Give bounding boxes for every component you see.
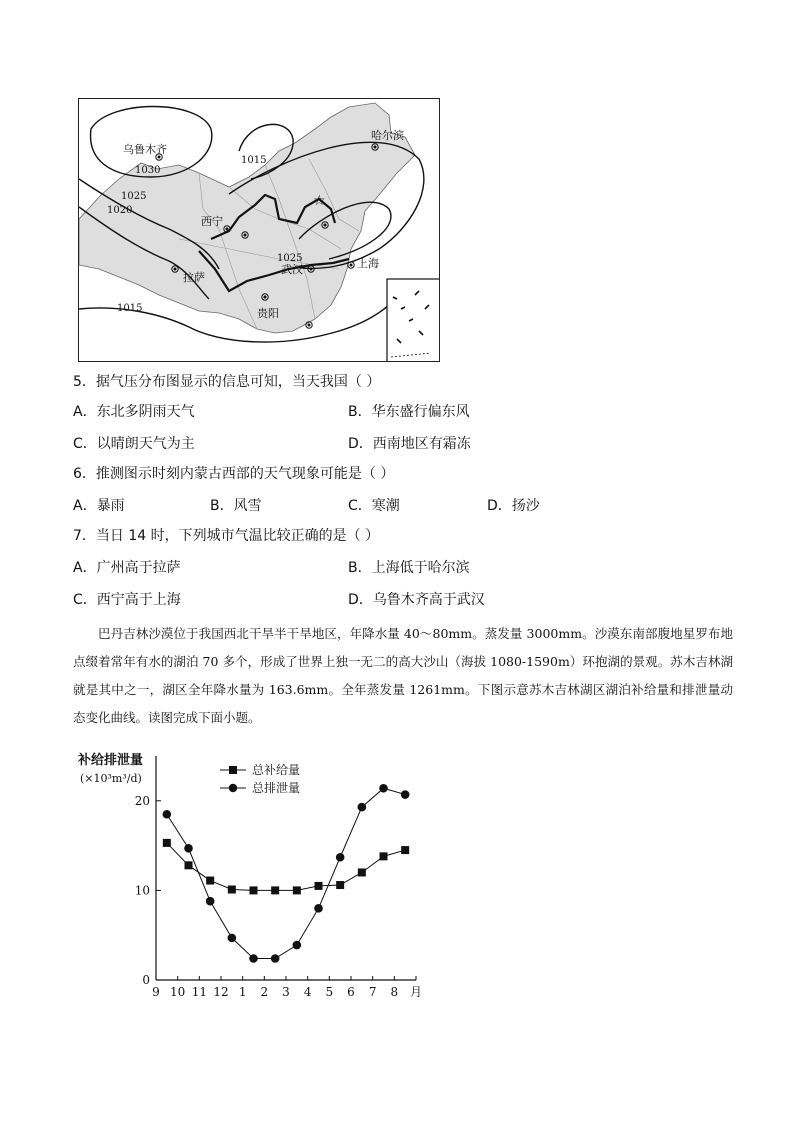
chart-x-tick-label: 2 [260,985,269,999]
chart-x-tick-label: 7 [368,985,377,999]
chart-x-tick-label: 8 [390,985,399,999]
isobar-label-1025-west: 1025 [121,191,147,202]
chart-x-tick-label: 12 [213,985,229,999]
question-6-option-a[interactable]: A．暴雨 [73,498,125,514]
high-pressure-star-icon: ☆ [313,193,326,209]
south-china-sea-inset [387,279,440,362]
discharge-point [206,897,215,906]
chart-x-tick-label: 3 [282,985,290,999]
discharge-point [163,810,172,819]
discharge-point [293,941,302,950]
question-5-stem: 5．据气压分布图显示的信息可知，当天我国（ ） [73,374,381,390]
isobar-label-1015-south: 1015 [117,303,143,314]
chart-x-tick-label: 6 [347,985,355,999]
chart-y-unit: (×10³m³/d) [80,772,142,785]
question-7-option-d[interactable]: D．乌鲁木齐高于武汉 [348,592,485,608]
lake-budget-chart [70,744,430,1004]
question-5-option-c[interactable]: C．以晴朗天气为主 [73,436,195,452]
supply-point [401,846,409,854]
question-6-option-b[interactable]: B．风雪 [210,498,262,514]
legend-discharge-label: 总排泄量 [252,781,301,795]
supply-point [185,861,193,869]
city-label-shanghai: 上海 [357,257,379,270]
question-5-option-a[interactable]: A．东北多阴雨天气 [73,404,195,420]
city-label-harbin: 哈尔滨 [371,129,404,142]
discharge-point [379,784,388,793]
question-7-option-a[interactable]: A．广州高于拉萨 [73,560,181,576]
chart-y-title: 补给排泄量 [78,753,144,768]
chart-x-tick-label: 5 [325,985,334,999]
discharge-point [401,790,410,799]
discharge-point [271,954,280,963]
discharge-point [184,844,193,853]
chart-x-tick-label: 10 [170,985,186,999]
legend-square-marker [229,766,237,774]
chart-y-tick-label: 0 [142,973,150,987]
city-label-urumqi: 乌鲁木齐 [123,143,167,156]
question-6-stem: 6．推测图示时刻内蒙古西部的天气现象可能是（ ） [73,466,395,482]
lake-budget-chart-svg [70,744,430,1004]
supply-point [271,886,279,894]
isobar-label-1020: 1020 [107,205,133,216]
question-7-option-b[interactable]: B．上海低于哈尔滨 [348,560,470,576]
question-7-stem: 7．当日 14 时，下列城市气温比较正确的是（ ） [73,528,380,544]
city-label-wuhan: 武汉 [281,263,303,276]
isobar-label-1030: 1030 [135,165,161,176]
passage-text: 巴丹吉林沙漠位于我国西北干旱半干旱地区，年降水量 40～80mm。蒸发量 3000mm。沙漠东南部腹地星罗布地点缀着常年有水的湖泊 70 多个，形成了世界上独一无二的高大沙山（海拔 1080-1590m）环抱湖的景观。苏木吉林湖就是其中之一，湖区全年降水量为 163.6mm。全年蒸发量 1261mm。下图示意苏木吉林湖区湖泊补给量和排泄量动态变化曲线。读图完成下面小题。 [73,626,733,725]
question-7-option-c[interactable]: C．西宁高于上海 [73,592,181,608]
chart-x-tick-label: 4 [303,985,312,999]
series-line-1 [167,788,405,958]
supply-point [380,852,388,860]
supply-point [250,886,258,894]
question-6-option-d[interactable]: D．扬沙 [487,498,540,514]
supply-point [336,881,344,889]
chart-y-tick-label: 20 [134,793,150,808]
chart-x-unit: 月 [409,985,423,999]
question-6-option-c[interactable]: C．寒潮 [348,498,400,514]
weather-map [78,98,440,362]
discharge-point [358,803,367,812]
supply-point [228,886,236,894]
question-5-option-b[interactable]: B．华东盛行偏东风 [348,404,470,420]
chart-x-tick-label: 9 [152,985,160,999]
city-label-lhasa: 拉萨 [183,271,205,284]
reading-passage [73,620,733,732]
supply-point [163,839,171,847]
supply-point [358,868,366,876]
chart-x-tick-label: 1 [238,985,247,999]
discharge-point [249,954,258,963]
city-label-xining: 西宁 [201,215,223,228]
legend-circle-marker [229,784,237,792]
isobar-label-1015-north: 1015 [241,155,267,166]
discharge-point [228,934,237,943]
isobar-label-1025-wuhan: 1025 [277,253,303,264]
supply-point [315,882,323,890]
question-5-option-d[interactable]: D．西南地区有霜冻 [348,436,471,452]
chart-legend [220,762,300,795]
supply-point [293,886,301,894]
chart-x-tick-label: 11 [191,985,207,999]
discharge-point [314,904,323,913]
pressure-map-svg [79,99,440,362]
legend-supply-label: 总补给量 [252,763,301,777]
supply-point [206,877,214,885]
discharge-point [336,853,345,862]
chart-y-tick-label: 10 [134,883,150,898]
city-label-guiyang: 贵阳 [257,307,279,320]
